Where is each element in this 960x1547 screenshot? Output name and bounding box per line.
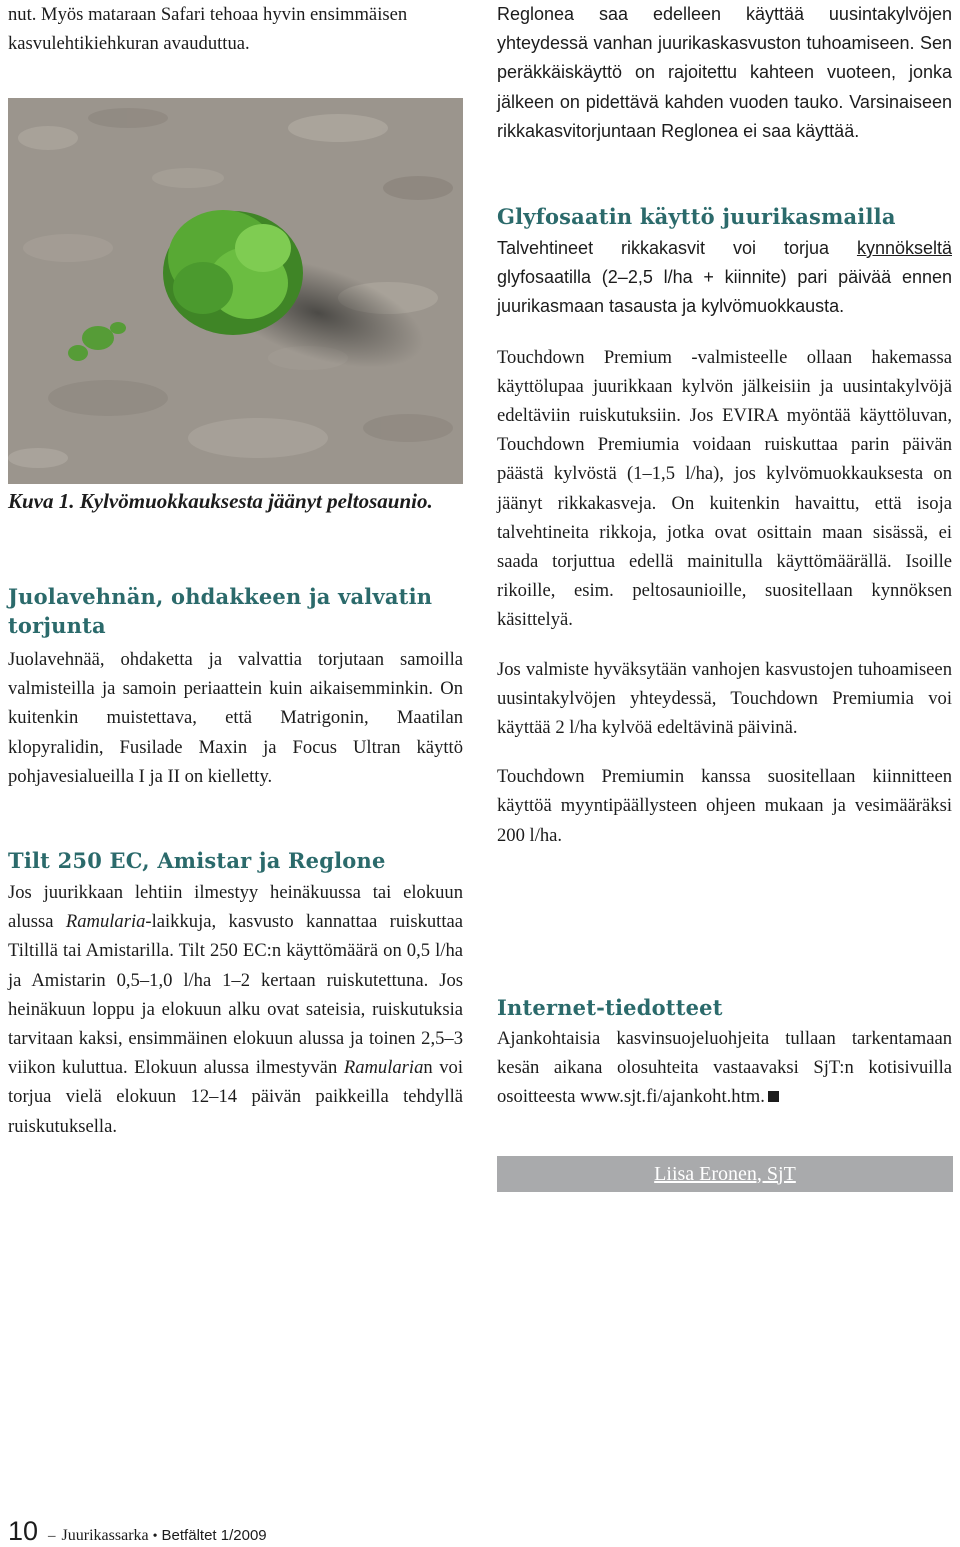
section-glyfosaatti <box>497 202 952 850</box>
page-number: 10 <box>8 1516 39 1546</box>
ramularia-term-2: Ramularia <box>343 1057 424 1079</box>
glyfosaatti-heading: Glyfosaatin käyttö juurikasmailla <box>497 204 896 229</box>
tilt-body-part-1: Jos juurikkaan lehtiin ilmestyy heinäkuussa tai elokuun alussa <box>8 882 463 933</box>
weed-plant <box>163 210 303 335</box>
tilt-body <box>8 878 463 1141</box>
author-signature-bar <box>497 1156 953 1192</box>
footer-dash: – <box>48 1528 56 1544</box>
field-with-weed-image <box>8 98 463 484</box>
weed-photo <box>8 98 463 484</box>
touchdown-paragraph-3: Touchdown Premiumin kanssa suositellaan kiinnitteen käyttöä myyntipäällysteen ohjeen mukaan ja vesimääräksi 200 l/ha. <box>497 766 952 846</box>
internet-body-text: Ajankohtaisia kasvinsuojeluohjeita tullaan tarkentamaan kesän aikana olosuhteita vastaavaksi SjT:n kotisivuilla osoitteesta www.sjt.fi/ajankoht.htm. <box>497 1028 952 1108</box>
underlined-term: kynnökseltä <box>856 238 952 258</box>
glyfosaatti-body-part-1: Talvehtineet rikkakasvit voi torjua <box>497 238 857 258</box>
tilt-body-part-2: -laikkuja, kasvusto kannattaa ruiskuttaa Tiltillä tai Amistarilla. Tilt 250 EC:n käyttömäärä on 0,5 l/ha ja Amistarin 0,5–1,0 l/ha 1–2 kertaan ruiskutettuna. Jos heinäkuun loppu ja elokuun alku ovat sateisia, ruiskutuksia tarvitaan kaksi, ensimmäinen elokuun alussa ja toinen 2,5–3 viikon kuluttua. Elokuun alussa ilmestyvän <box>8 911 463 1079</box>
left-intro <box>8 0 463 58</box>
author-signature: Liisa Eronen, SjT <box>654 1162 796 1185</box>
section-tilt <box>8 846 463 1141</box>
footer-bullet: • <box>152 1529 158 1544</box>
intro-text: nut. Myös mataraan Safari tehoaa hyvin ensimmäisen kasvulehtikiehkuran avauduttua. <box>8 4 408 55</box>
tilt-heading: Tilt 250 EC, Amistar ja Reglone <box>8 848 386 873</box>
reglone-text: Reglonea saa edelleen käyttää uusintakylvöjen yhteydessä vanhan juurikaskasvuston tuhoamiseen. Sen peräkkäiskäyttö on rajoitettu kahteen vuoteen, jonka jälkeen on pidettävä kahden vuoden tauko. Varsinaiseen rikkakasvitorjuntaan Reglonea ei saa käyttää. <box>497 4 952 141</box>
section-reglone <box>497 0 952 146</box>
issue-label: Betfältet 1/2009 <box>161 1527 267 1544</box>
touchdown-paragraph-1: Touchdown Premium -valmisteelle ollaan hakemassa käyttölupaa juurikkaan kylvön jälkeisiin ja uusintakylvöjä edeltäviin ruiskutuksiin. Jos EVIRA myöntää käyttöluvan, Touchdown Premiumia voidaan ruiskuttaa parin päivän päästä kylvöstä (1–1,5 l/ha), jos kylvömuokkauksesta on jäänyt rikkakasveja. On kuitenkin havaittu, että isoja talvehtineita rikkoja, jotka ovat osittain maan sisässä, ei saada torjuttua edellä mainitulla käyttömäärällä. Isoille rikoille, esim. peltosaunioille, suositellaan kynnöksen käsittelyä. <box>497 346 952 631</box>
end-mark-icon <box>768 1091 779 1102</box>
touchdown-paragraph-2: Jos valmiste hyväksytään vanhojen kasvustojen tuhoamiseen uusintakylvöjen yhteydessä, Touchdown Premiumia voi käyttää 2 l/ha kylvöä edeltävinä päivinä. <box>497 658 952 739</box>
photo-caption-block <box>8 487 463 516</box>
internet-heading: Internet-tiedotteet <box>497 995 723 1020</box>
magazine-name: Juurikassarka <box>61 1527 149 1544</box>
ramularia-term: Ramularia <box>65 911 146 933</box>
quackgrass-heading: Juolavehnän, ohdakkeen ja valvatin torjunta <box>8 584 433 638</box>
internet-body <box>497 1024 952 1112</box>
section-internet <box>497 993 952 1112</box>
tilt-body-part-3: n voi torjua vielä elokuun 12–14 päivän paikkeilla tehdyllä ruiskutuksella. <box>8 1057 463 1137</box>
page-footer <box>8 1516 267 1547</box>
section-quackgrass <box>8 582 463 791</box>
glyfosaatti-body-part-2: glyfosaatilla (2–2,5 l/ha + kiinnite) pari päivää ennen juurikasmaan tasausta ja kylvömuokkausta. <box>497 267 952 317</box>
glyfosaatti-body <box>497 234 952 322</box>
quackgrass-body: Juolavehnää, ohdaketta ja valvattia torjutaan samoilla valmisteilla ja samoin periaattein kuin aikaisemminkin. On kuitenkin muistettava, että Matrigonin, Maatilan klopyralidin, Fusilade Maxin ja Focus Ultran käyttö pohjavesialueilla I ja II on kielletty. <box>8 649 463 787</box>
photo-caption: Kuva 1. Kylvömuokkauksesta jäänyt peltosaunio. <box>8 489 433 513</box>
